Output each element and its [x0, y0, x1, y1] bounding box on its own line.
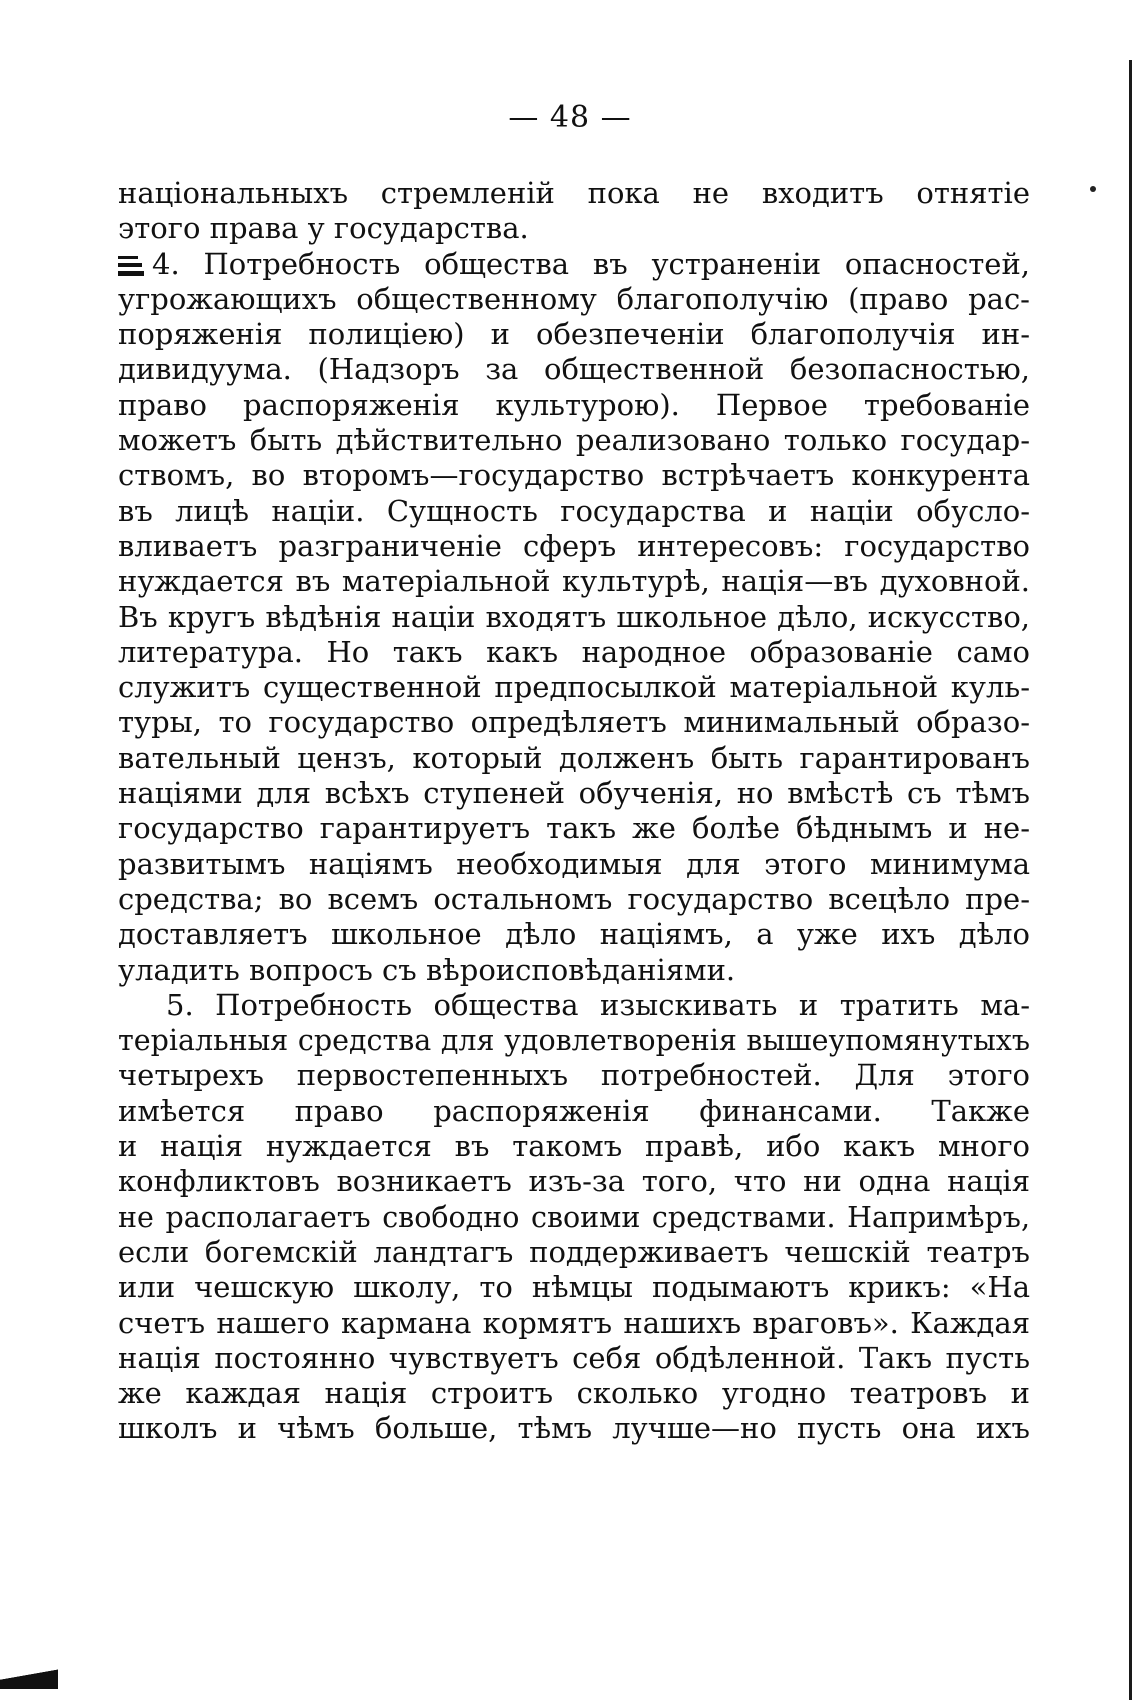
- page-edge-line: [1129, 60, 1132, 1700]
- margin-dot: [1090, 186, 1096, 192]
- text-line: можетъ быть дѣйствительно реализовано только государ-: [118, 423, 1030, 458]
- text-line: Въ кругъ вѣдѣнія націи входятъ школьное дѣло, искусство,: [118, 599, 1030, 634]
- text-line: вливаетъ разграниченіе сферъ интересовъ: государство: [118, 528, 1030, 563]
- text-line: школъ и чѣмъ больше, тѣмъ лучше—но пусть она ихъ: [118, 1411, 1030, 1446]
- text-line: дивидуума. (Надзоръ за общественной безопасностью,: [118, 352, 1030, 387]
- text-line: ствомъ, во второмъ—государство встрѣчаетъ конкурента: [118, 458, 1030, 493]
- text-line: туры, то государство опредѣляетъ минимальный образо-: [118, 705, 1030, 740]
- text-line: четырехъ первостепенныхъ потребностей. Для этого: [118, 1058, 1030, 1093]
- text-line: національныхъ стремленій пока не входитъ отнятіе: [118, 176, 1030, 210]
- text-line-content: 4. Потребность общества въ устраненіи опасностей,: [152, 246, 1030, 281]
- corner-ink-mark: [0, 1669, 58, 1689]
- margin-marker-icon: [118, 254, 144, 276]
- text-line: служитъ существенной предпосылкой матеріальной куль-: [118, 670, 1030, 705]
- body-text: [118, 176, 1030, 1447]
- text-line: и нація нуждается въ такомъ правѣ, ибо какъ много: [118, 1129, 1030, 1164]
- text-line: конфликтовъ возникаетъ изъ-за того, что ни одна нація: [118, 1164, 1030, 1199]
- text-line: если богемскій ландтагъ поддерживаетъ чешскій театръ: [118, 1234, 1030, 1269]
- text-line: угрожающихъ общественному благополучію (право рас-: [118, 281, 1030, 316]
- text-line: государство гарантируетъ такъ же болѣе бѣднымъ и не-: [118, 811, 1030, 846]
- text-line: право распоряженія культурою). Первое требованіе: [118, 387, 1030, 422]
- text-line: развитымъ націямъ необходимыя для этого минимума: [118, 846, 1030, 881]
- text-line: средства; во всемъ остальномъ государство всецѣло пре-: [118, 881, 1030, 916]
- text-line: этого права у государства.: [118, 211, 529, 246]
- text-line: нуждается въ матеріальной культурѣ, нація—въ духовной.: [118, 564, 1030, 599]
- text-line: уладить вопросъ съ вѣроисповѣданіями.: [118, 952, 736, 987]
- text-line: вательный цензъ, который долженъ быть гарантированъ: [118, 740, 1030, 775]
- text-line: доставляетъ школьное дѣло націямъ, а уже ихъ дѣло: [118, 917, 1030, 952]
- text-line: или чешскую школу, то нѣмцы подымаютъ крикъ: «На: [118, 1270, 1030, 1305]
- text-line: теріальныя средства для удовлетворенія вышеупомянутыхъ: [118, 1024, 1030, 1058]
- text-line: націями для всѣхъ ступеней обученія, но вмѣстѣ съ тѣмъ: [118, 776, 1030, 811]
- text-line: литература. Но такъ какъ народное образованіе само: [118, 634, 1030, 669]
- text-line: 5. Потребность общества изыскивать и тратить ма-: [166, 987, 1030, 1022]
- text-line: въ лицѣ націи. Сущность государства и націи обусло-: [118, 493, 1030, 528]
- text-line: нація постоянно чувствуетъ себя обдѣленной. Такъ пусть: [118, 1340, 1030, 1375]
- text-line: же каждая нація строитъ сколько угодно театровъ и: [118, 1376, 1030, 1411]
- text-line: имѣется право распоряженія финансами. Также: [118, 1093, 1030, 1128]
- text-line: счетъ нашего кармана кормятъ нашихъ враговъ». Каждая: [118, 1305, 1030, 1340]
- text-line: не располагаетъ свободно своими средствами. Напримѣръ,: [118, 1200, 1030, 1234]
- text-line-with-marker: [118, 247, 1030, 282]
- page-number: — 48 —: [508, 100, 632, 135]
- text-line: поряженія полиціею) и обезпеченіи благополучія ин-: [118, 317, 1030, 352]
